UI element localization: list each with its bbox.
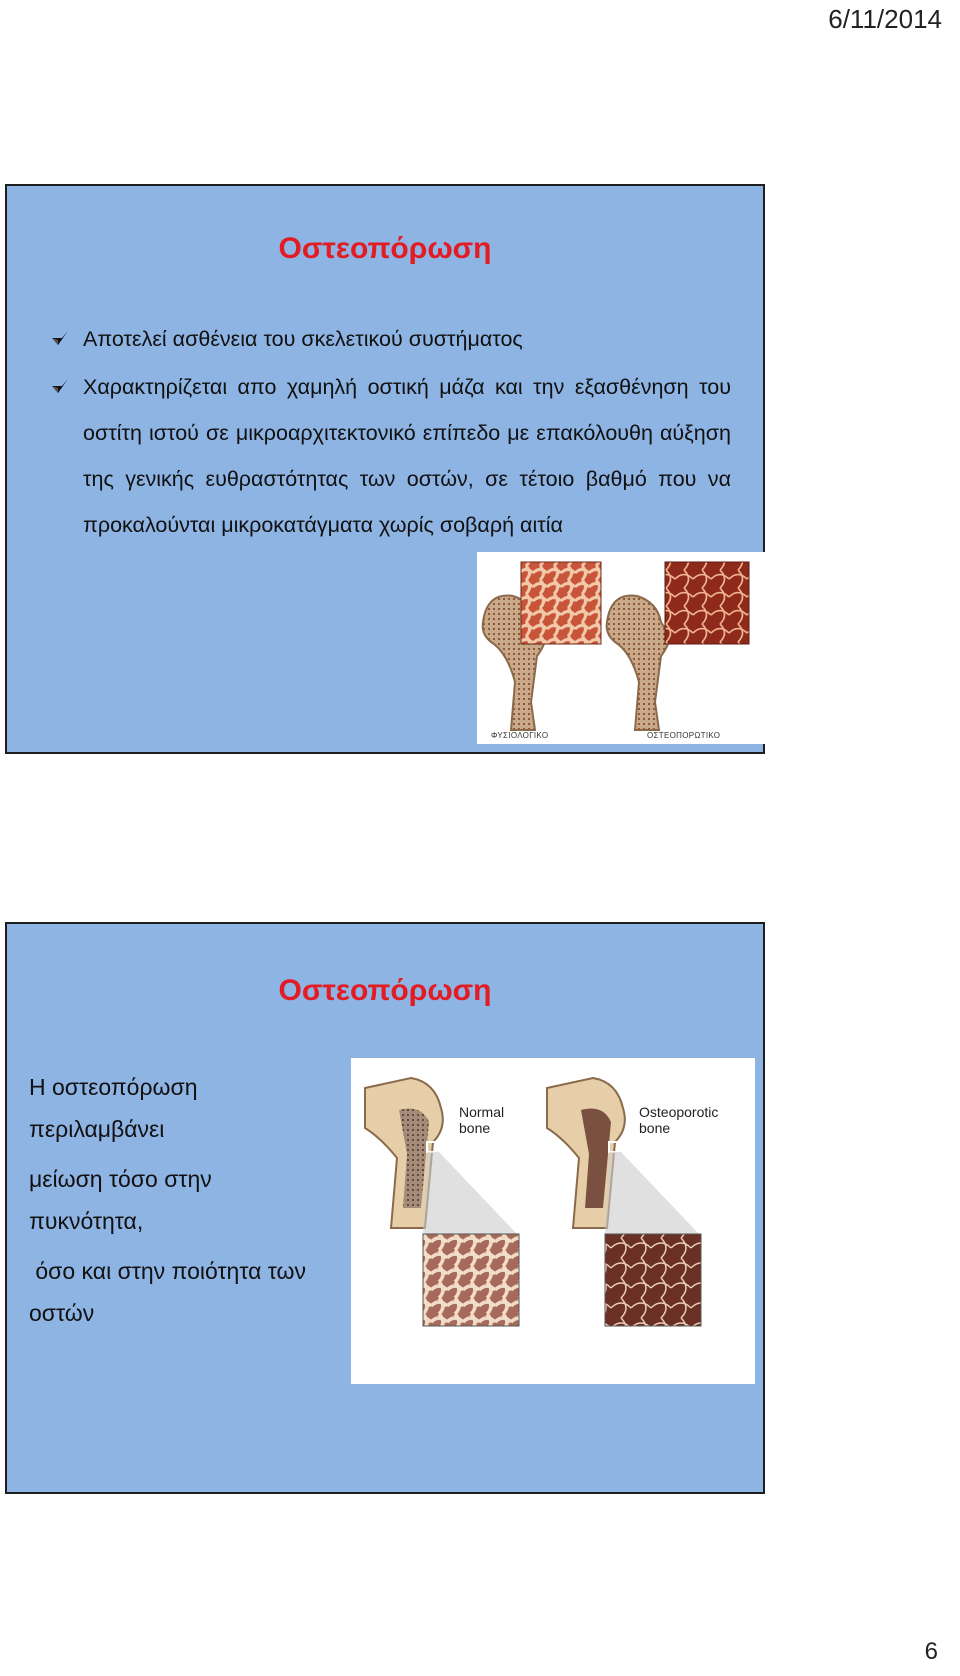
arrow-check-bullet-icon	[51, 376, 69, 396]
osteoporotic-bone-label: Osteoporotic bone	[639, 1104, 719, 1136]
bullet-text: Χαρακτηρίζεται απο χαμηλή οστική μάζα και την εξασθένηση του οστίτη ιστού σε μικροαρχιτεκτονικό επίπεδο με επακόλουθη αύξηση της γενικής ευθραστότητας των οστών, σε τέτοιο βαθμό που να προκαλούνται μικροκατάγματα χωρίς σοβαρή αιτία	[83, 375, 731, 537]
description-line: μείωση τόσο στην	[29, 1166, 212, 1192]
header-date: 6/11/2014	[828, 4, 942, 34]
slide-2-title: Οστεοπόρωση	[278, 974, 492, 1007]
bullet-item	[51, 316, 731, 362]
description-line: πυκνότητα,	[29, 1208, 144, 1234]
bone-density-comparison-image	[351, 1058, 755, 1384]
description-line: όσο και στην ποιότητα των	[29, 1258, 306, 1284]
osteoporotic-bone-label: ΟΣΤΕΟΠΟΡΩΤΙΚΟ	[647, 731, 721, 740]
description-line: Η οστεοπόρωση	[29, 1074, 198, 1100]
femur-comparison-image	[477, 552, 769, 744]
slide-2-description	[29, 1066, 349, 1334]
normal-bone-label: ΦΥΣΙΟΛΟΓΙΚΟ	[491, 731, 549, 740]
bullet-item	[51, 364, 731, 548]
bullet-text: Αποτελεί ασθένεια του σκελετικού συστήματος	[83, 327, 523, 351]
page-number: 6	[924, 1638, 938, 1665]
arrow-check-bullet-icon	[51, 328, 69, 348]
femur-comparison-illustration	[477, 552, 769, 744]
normal-bone-label: Normal bone	[459, 1104, 505, 1136]
description-line: οστών	[29, 1300, 95, 1326]
slide-1	[5, 184, 765, 754]
description-line: περιλαμβάνει	[29, 1116, 165, 1142]
slide-2	[5, 922, 765, 1494]
slide-1-bullet-list	[51, 316, 731, 548]
slide-1-title: Οστεοπόρωση	[278, 232, 492, 265]
